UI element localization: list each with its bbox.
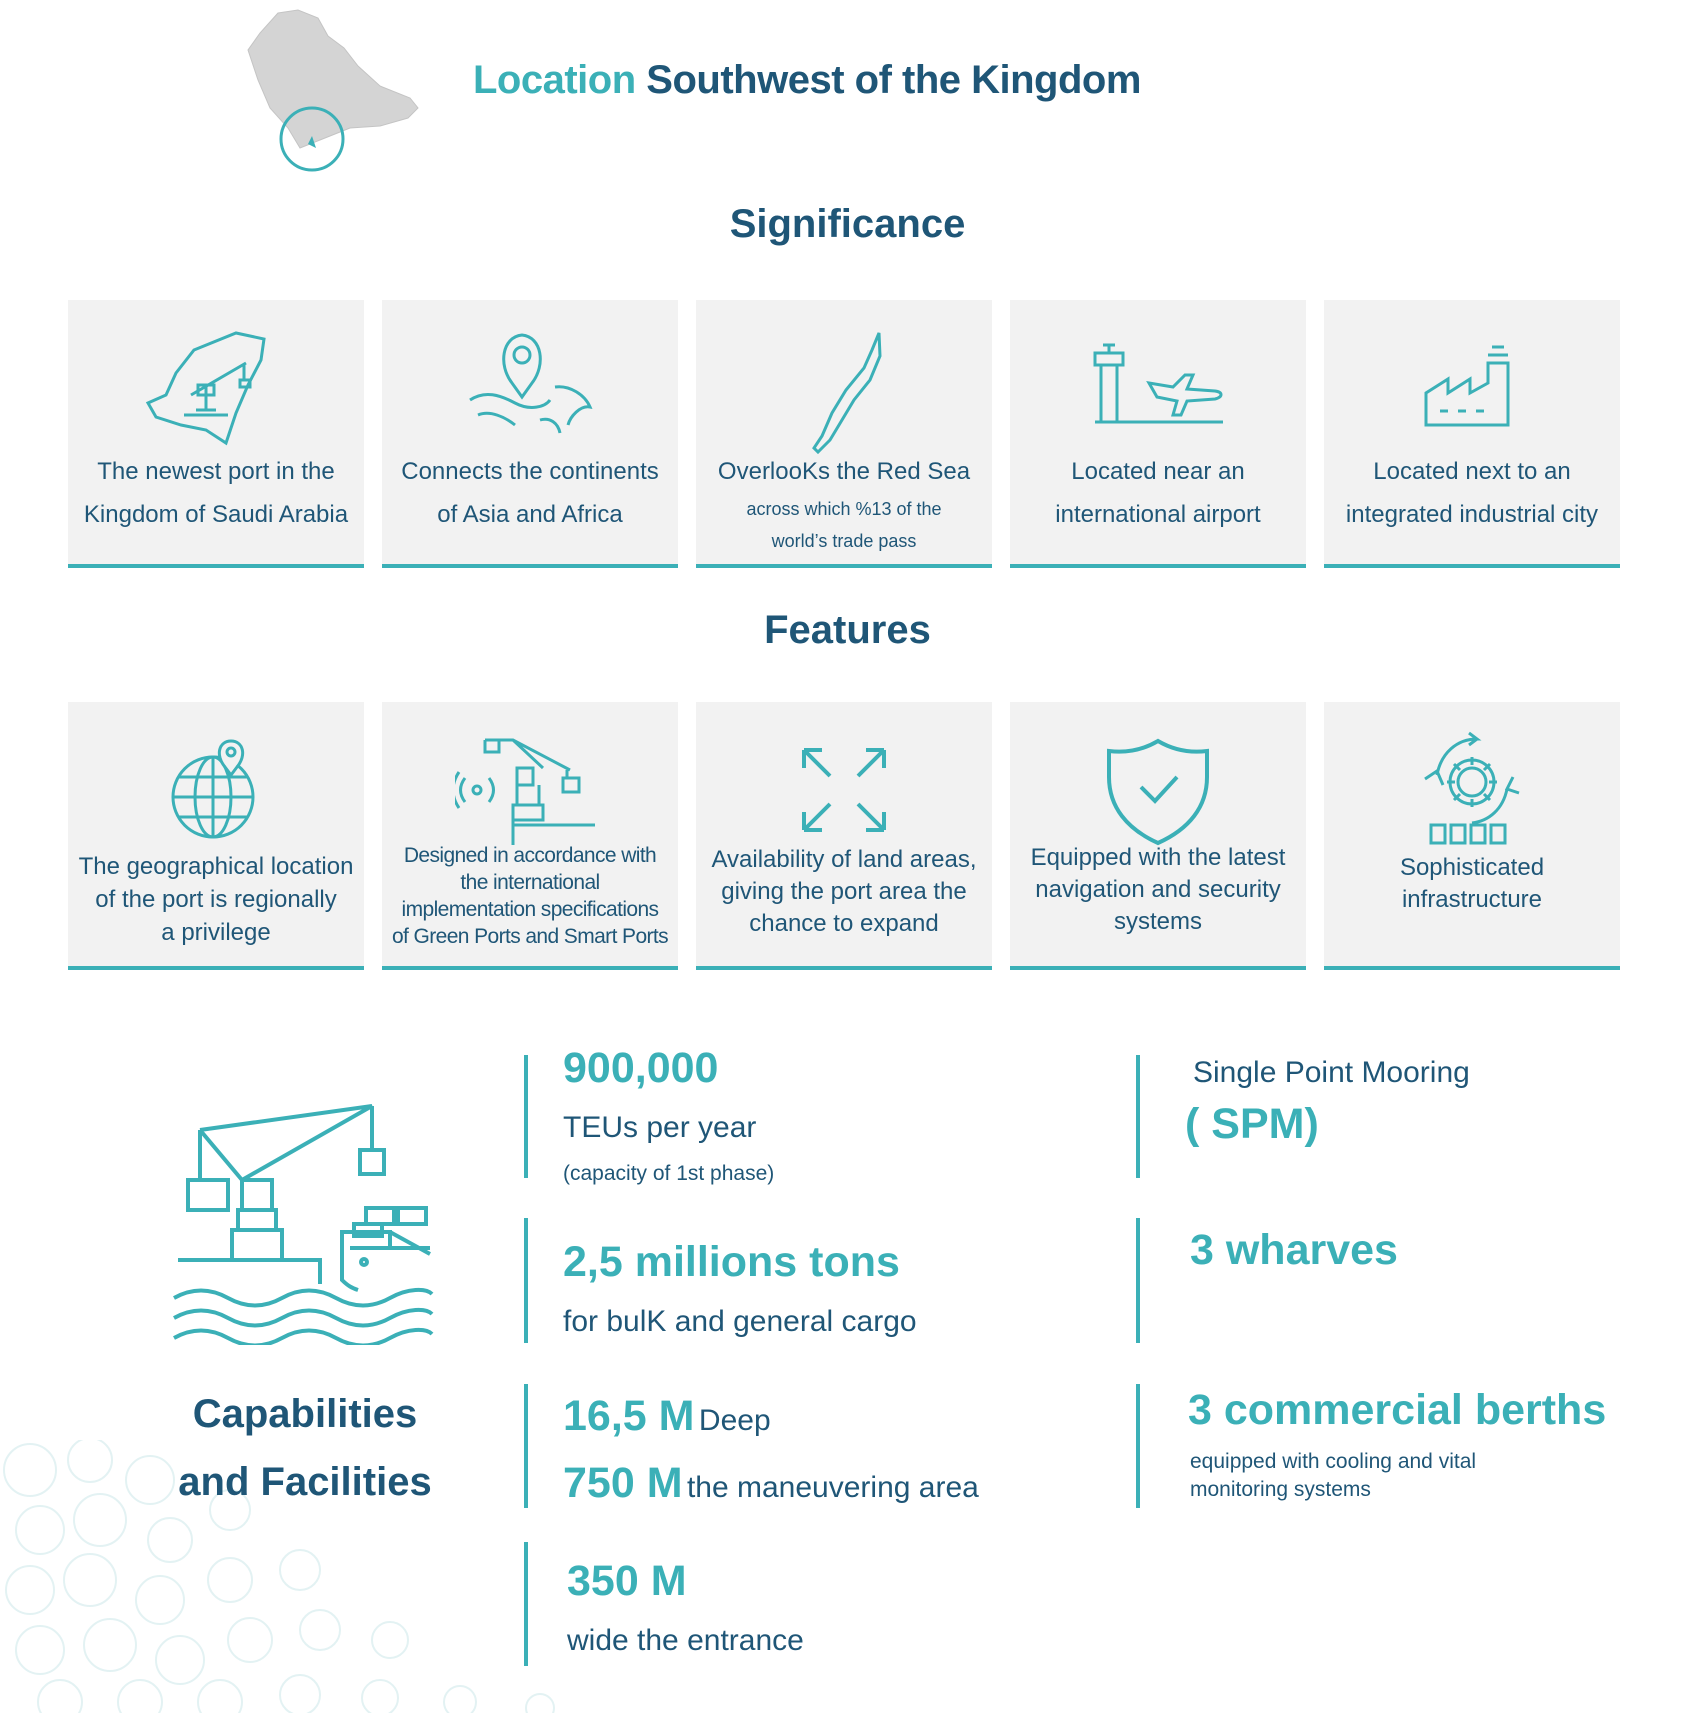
saudi-arabia-map-icon (240, 8, 430, 173)
feature-card-land-areas (696, 702, 992, 970)
card-line: Located near an (1071, 458, 1245, 485)
airport-plane-icon (1083, 325, 1233, 455)
feature-card-geographic-location (68, 702, 364, 970)
depth-stat (563, 1392, 771, 1441)
location-value: Southwest of the Kingdom (646, 58, 1141, 102)
card-line: integrated industrial city (1345, 501, 1599, 528)
card-line: of the port is regionally (95, 886, 337, 913)
maneuver-value: 750 M (563, 1459, 683, 1507)
maneuver-stat (563, 1459, 979, 1508)
card-line: infrastructure (1401, 886, 1543, 913)
teu-label: TEUs per year (563, 1111, 757, 1144)
card-line: the international (460, 871, 600, 894)
card-line: giving the port area the (721, 878, 967, 905)
card-line: Connects the continents (401, 458, 659, 485)
expand-arrows-icon (794, 740, 894, 840)
card-line: Designed in accordance with (403, 844, 657, 867)
card-line: systems (1113, 908, 1202, 935)
red-sea-map-icon (784, 328, 904, 458)
divider-line (524, 1218, 528, 1343)
map-pin-continents-icon (460, 325, 600, 455)
divider-line (1136, 1384, 1140, 1508)
bulk-value: 2,5 millions tons (563, 1238, 900, 1286)
card-line: a privilege (161, 919, 271, 946)
berths-note-line: monitoring systems (1190, 1478, 1371, 1501)
entrance-value: 350 M (567, 1557, 687, 1605)
shield-check-icon (1103, 737, 1213, 847)
depth-value: 16,5 M (563, 1392, 695, 1440)
card-line: of Asia and Africa (437, 501, 623, 528)
card-line: Equipped with the latest (1030, 844, 1286, 871)
port-crane-ship-icon (170, 1100, 440, 1345)
berths-note-line: equipped with cooling and vital (1190, 1450, 1477, 1473)
significance-card-airport (1010, 300, 1306, 568)
card-line: Availability of land areas, (711, 846, 977, 873)
divider-line (1136, 1055, 1140, 1178)
card-line: The newest port in the (97, 458, 335, 485)
card-line: Sophisticated (1399, 854, 1545, 881)
card-line: international airport (1055, 501, 1261, 528)
card-line: Kingdom of Saudi Arabia (83, 501, 349, 528)
card-line: implementation specifications (401, 898, 659, 921)
feature-card-infrastructure (1324, 702, 1620, 970)
divider-line (524, 1055, 528, 1178)
significance-card-industrial-city (1324, 300, 1620, 568)
spm-label: Single Point Mooring (1193, 1056, 1470, 1089)
location-label: Location (473, 58, 636, 102)
gear-cycle-icon (1417, 727, 1527, 847)
divider-line (524, 1384, 528, 1508)
smart-crane-icon (455, 730, 605, 850)
capabilities-title-line: and Facilities (178, 1460, 432, 1504)
significance-card-red-sea (696, 300, 992, 568)
feature-card-navigation-security (1010, 702, 1306, 970)
divider-line (1136, 1218, 1140, 1343)
card-subline: world’s trade pass (771, 531, 917, 551)
globe-pin-icon (161, 737, 271, 847)
card-line: Located next to an (1373, 458, 1571, 485)
maneuver-label: the maneuvering area (686, 1471, 979, 1504)
bulk-label: for bulK and general cargo (563, 1305, 917, 1338)
depth-label: Deep (698, 1404, 771, 1437)
berths-value: 3 commercial berths (1188, 1386, 1607, 1434)
divider-line (524, 1542, 528, 1666)
capabilities-title (150, 1380, 460, 1516)
feature-card-green-smart-ports (382, 702, 678, 970)
card-line: of Green Ports and Smart Ports (391, 925, 669, 948)
spm-value: ( SPM) (1185, 1100, 1319, 1148)
teu-note: (capacity of 1st phase) (563, 1162, 775, 1185)
entrance-label: wide the entrance (567, 1624, 804, 1657)
wharves-value: 3 wharves (1190, 1226, 1398, 1274)
teu-value: 900,000 (563, 1044, 719, 1092)
card-subline: across which %13 of the (746, 499, 942, 519)
factory-icon (1412, 325, 1532, 455)
capabilities-title-line: Capabilities (192, 1392, 418, 1436)
card-line: The geographical location (78, 853, 354, 880)
berths-note (1190, 1448, 1476, 1504)
significance-card-continents (382, 300, 678, 568)
card-line: chance to expand (749, 910, 939, 937)
location-heading (473, 58, 1141, 103)
significance-card-newest-port (68, 300, 364, 568)
card-line: navigation and security (1035, 876, 1281, 903)
saudi-port-map-icon (136, 325, 296, 455)
features-title: Features (764, 608, 931, 652)
card-line: OverlooKs the Red Sea (717, 458, 971, 485)
significance-title: Significance (729, 202, 966, 246)
